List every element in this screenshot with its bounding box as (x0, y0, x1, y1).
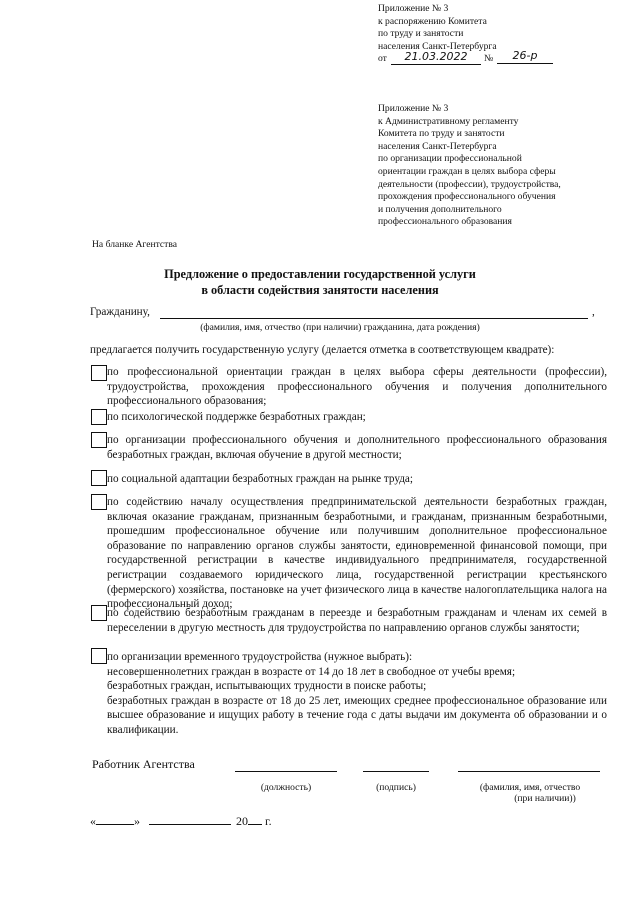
annex2-line: профессионального образования (378, 216, 512, 228)
date-close-quote: » (134, 814, 140, 828)
annex2-line: и получения дополнительного (378, 203, 502, 215)
annex2-line: прохождения профессионального обучения (378, 191, 556, 203)
signature-fill-line[interactable] (363, 771, 429, 772)
name-caption-line2: (при наличии)) (514, 793, 576, 804)
citizen-fill-line[interactable] (160, 318, 588, 319)
year-fill-line[interactable] (248, 813, 262, 825)
service-checkbox[interactable] (91, 494, 107, 510)
citizen-caption: (фамилия, имя, отчество (при наличии) гражданина, дата рождения) (200, 322, 480, 333)
citizen-label: Гражданину, (90, 306, 150, 318)
page-title (0, 266, 640, 298)
year-prefix: 20 (236, 814, 248, 828)
name-fill-line[interactable] (458, 771, 600, 772)
annex2-line: деятельности (профессии), трудоустройства, (378, 178, 561, 190)
signature-label: Работник Агентства (92, 757, 195, 771)
annex2-line: Комитета по труду и занятости (378, 128, 505, 140)
annex1-line2: к распоряжению Комитета (378, 15, 487, 27)
handwritten-date: 21.03.2022 (391, 51, 481, 65)
name-caption (455, 782, 605, 804)
annex2-line: к Административному регламенту (378, 115, 519, 127)
service-checkbox[interactable] (91, 470, 107, 486)
annex1-block (378, 3, 538, 67)
service-item-text: по организации профессионального обучения и дополнительного профессионального образования безработных граждан, включая обучение в другой местности; (107, 434, 607, 461)
annex1-date-row (378, 49, 538, 67)
handwritten-number: 26-р (497, 50, 553, 64)
annex1-line4: населения Санкт-Петербурга (378, 40, 497, 52)
date-line (90, 813, 272, 829)
annex1-line3: по труду и занятости (378, 28, 464, 40)
name-caption-line1: (фамилия, имя, отчество (479, 782, 581, 793)
date-open-quote: « (90, 814, 96, 828)
temp-employment-option: безработных граждан в возрасте от 18 до 25 лет, имеющих среднее профессиональное образование или высшее образование и ищущих работу в течение года с даты выдачи им документа об образовании и о квалификации. (107, 694, 607, 736)
service-item-text: по содействию началу осуществления предпринимательской деятельности безработных граждан, включая оказание гражданам, признанным безработными, и гражданам, признанным безработными, прошедшим профессиональное обучение или получившим дополнительное профессиональное образование по направлению органов службы занятости, единовременной финансовой помощи, при государственной регистрации в качестве индивидуального предпринимателя, государственной регистрации создаваемого юридического лица, государственной регистрации крестьянского (фермерского) хозяйства, постановке на учет физического лица в качестве налогоплательщика налога на профессиональный доход; (107, 496, 607, 611)
service-item-text: по содействию безработным гражданам в переезде и безработным гражданам и членам их семей в переселении в другую местность для трудоустройства по направлению органов службы занятости; (107, 607, 607, 634)
intro-text: предлагается получить государственную услугу (делается отметка в соответствующем квадрате): (90, 344, 555, 356)
service-item-text: по психологической поддержке безработных граждан; (107, 411, 366, 423)
annex2-line: по организации профессиональной (378, 153, 522, 165)
annex2-block (378, 103, 561, 229)
number-prefix: № (484, 53, 494, 65)
annex1-line1: Приложение № 3 (378, 3, 449, 14)
temp-employment-option: несовершеннолетних граждан в возрасте от 14 до 18 лет в свободное от учебы время; (107, 665, 516, 678)
year-suffix: г. (265, 814, 272, 828)
position-fill-line[interactable] (235, 771, 337, 772)
date-prefix: от (378, 53, 387, 65)
annex2-line: населения Санкт-Петербурга (378, 140, 497, 152)
letterhead-note: На бланке Агентства (92, 239, 178, 250)
month-fill-line[interactable] (149, 813, 231, 825)
annex2-line: ориентации граждан в целях выбора сферы (378, 165, 556, 177)
service-checkbox[interactable] (91, 648, 107, 664)
service-checkbox[interactable] (91, 365, 107, 381)
service-checkbox[interactable] (91, 432, 107, 448)
service-checkbox[interactable] (91, 605, 107, 621)
title-line2: в области содействия занятости населения (201, 283, 439, 297)
annex2-line: Приложение № 3 (378, 103, 449, 114)
title-line1: Предложение о предоставлении государственной услуги (164, 267, 476, 281)
signature-caption: (подпись) (376, 782, 416, 793)
service-item-text: по социальной адаптации безработных граждан на рынке труда; (107, 473, 413, 485)
position-caption: (должность) (260, 782, 312, 793)
service-checkbox[interactable] (91, 409, 107, 425)
temp-employment-block (107, 650, 607, 738)
citizen-comma: , (592, 306, 595, 318)
day-fill-line[interactable] (96, 813, 134, 825)
service-item-text: по профессиональной ориентации граждан в целях выбора сферы деятельности (профессии), трудоустройства, прохождения профессионального обучения и получения дополнительного профессионального образования; (107, 366, 607, 408)
temp-employment-heading: по организации временного трудоустройства (нужное выбрать): (107, 651, 413, 663)
temp-employment-option: безработных граждан, испытывающих трудности в поиске работы; (107, 680, 427, 693)
